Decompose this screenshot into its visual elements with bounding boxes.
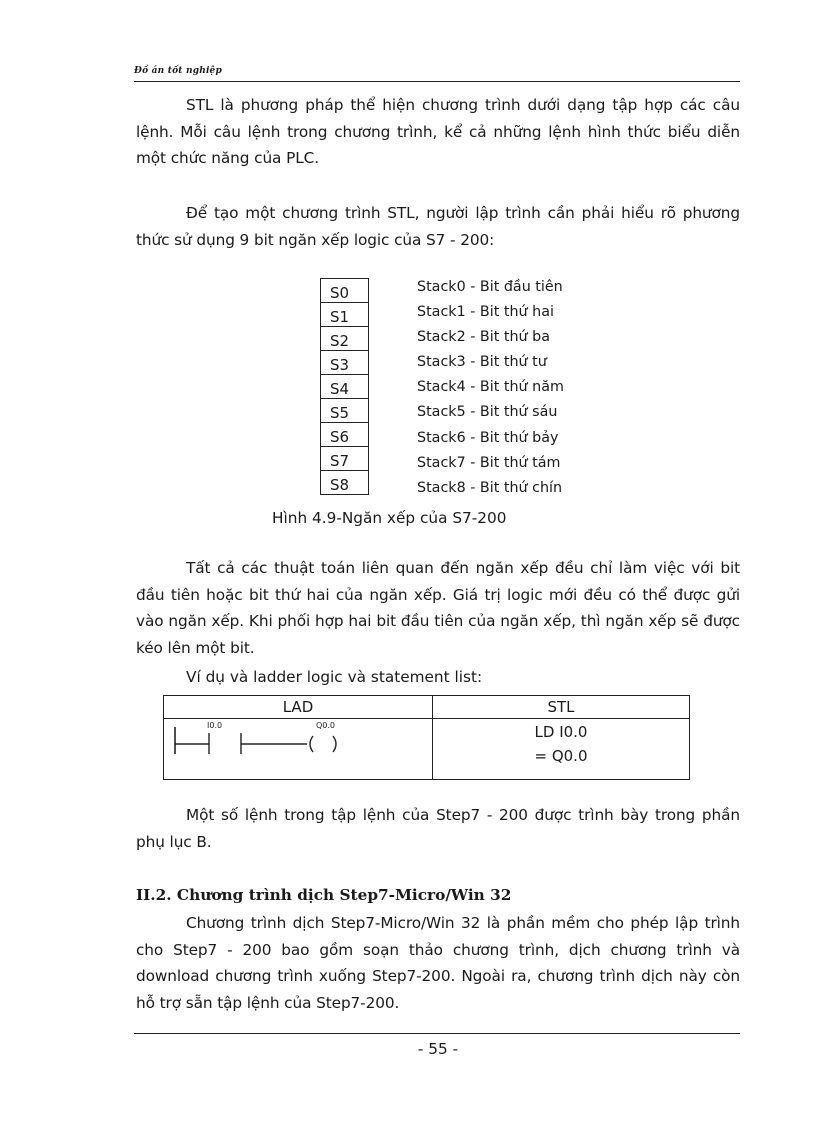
coil-right-arc <box>333 736 336 752</box>
paragraph-step7-appendix: Một số lệnh trong tập lệnh của Step7 - 200 được trình bày trong phần phụ lục B. <box>136 806 740 851</box>
stack-description: Stack3 - Bit thứ tư <box>417 354 547 371</box>
stl-line: = Q0.0 <box>534 747 588 765</box>
stack-cell: S5 <box>321 399 369 423</box>
lad-diagram-cell <box>164 719 433 780</box>
figure-caption: Hình 4.9-Ngăn xếp của S7-200 <box>272 509 507 527</box>
coil-label: Q0.0 <box>316 721 336 730</box>
stack-cell: S6 <box>321 423 369 447</box>
stack-description: Stack0 - Bit đầu tiên <box>417 279 563 295</box>
paragraph-stack-algorithms: Tất cả các thuật toán liên quan đến ngăn xếp đều chỉ làm việc với bit đầu tiên hoặc bit thứ hai của ngăn xếp. Giá trị logic mới đều có thể được gửi vào ngăn xếp. Khi phối hợp hai bit đầu tiên của ngăn xếp, thì ngăn xếp sẽ được kéo lên một bit. <box>136 559 740 657</box>
stack-descriptions <box>417 276 564 502</box>
coil-left-arc <box>310 736 313 752</box>
header-rule <box>134 81 740 82</box>
contact-label: I0.0 <box>207 721 223 730</box>
header-title: Đồ án tốt nghiệp <box>134 66 222 76</box>
stack-diagram <box>320 278 369 495</box>
stack-cell: S1 <box>321 303 369 327</box>
stack-description: Stack2 - Bit thứ ba <box>417 329 550 346</box>
stack-description: Stack7 - Bit thứ tám <box>417 454 561 471</box>
stack-description: Stack4 - Bit thứ năm <box>417 379 564 396</box>
footer-rule <box>134 1033 740 1034</box>
stack-cell: S0 <box>321 279 369 303</box>
lad-stl-table <box>163 695 690 780</box>
stack-cell: S4 <box>321 375 369 399</box>
paragraph-example-intro: Ví dụ và ladder logic và statement list: <box>186 668 483 686</box>
paragraph-stl-intro: STL là phương pháp thể hiện chương trình dưới dạng tập hợp các câu lệnh. Mỗi câu lệnh trong chương trình, kể cả những lệnh hình thức biểu diễn một chức năng của PLC. <box>136 96 740 167</box>
stl-header: STL <box>433 696 690 719</box>
ladder-diagram <box>164 719 432 779</box>
stack-cell: S8 <box>321 471 369 495</box>
stack-description: Stack8 - Bit thứ chín <box>417 479 563 496</box>
page-number: - 55 - <box>417 1040 459 1058</box>
stl-line: LD I0.0 <box>534 723 588 741</box>
paragraph-stack-usage: Để tạo một chương trình STL, người lập trình cần phải hiểu rõ phương thức sử dụng 9 bit ngăn xếp logic của S7 - 200: <box>136 204 740 249</box>
lad-header: LAD <box>164 696 433 719</box>
stack-description: Stack5 - Bit thứ sáu <box>417 404 558 421</box>
stack-cell: S3 <box>321 351 369 375</box>
stack-description: Stack1 - Bit thứ hai <box>417 304 554 321</box>
stack-description: Stack6 - Bit thứ bảy <box>417 429 559 446</box>
stl-code-cell <box>433 719 690 780</box>
stack-cell: S7 <box>321 447 369 471</box>
paragraph-microwin: Chương trình dịch Step7-Micro/Win 32 là phần mềm cho phép lập trình cho Step7 - 200 bao gồm soạn thảo chương trình, dịch chương trình và download chương trình xuống Step7-200. Ngoài ra, chương trình dịch này còn hỗ trợ sẵn tập lệnh của Step7-200. <box>136 914 740 1012</box>
section-heading: II.2. Chương trình dịch Step7-Micro/Win 32 <box>136 886 512 904</box>
stack-cell: S2 <box>321 327 369 351</box>
